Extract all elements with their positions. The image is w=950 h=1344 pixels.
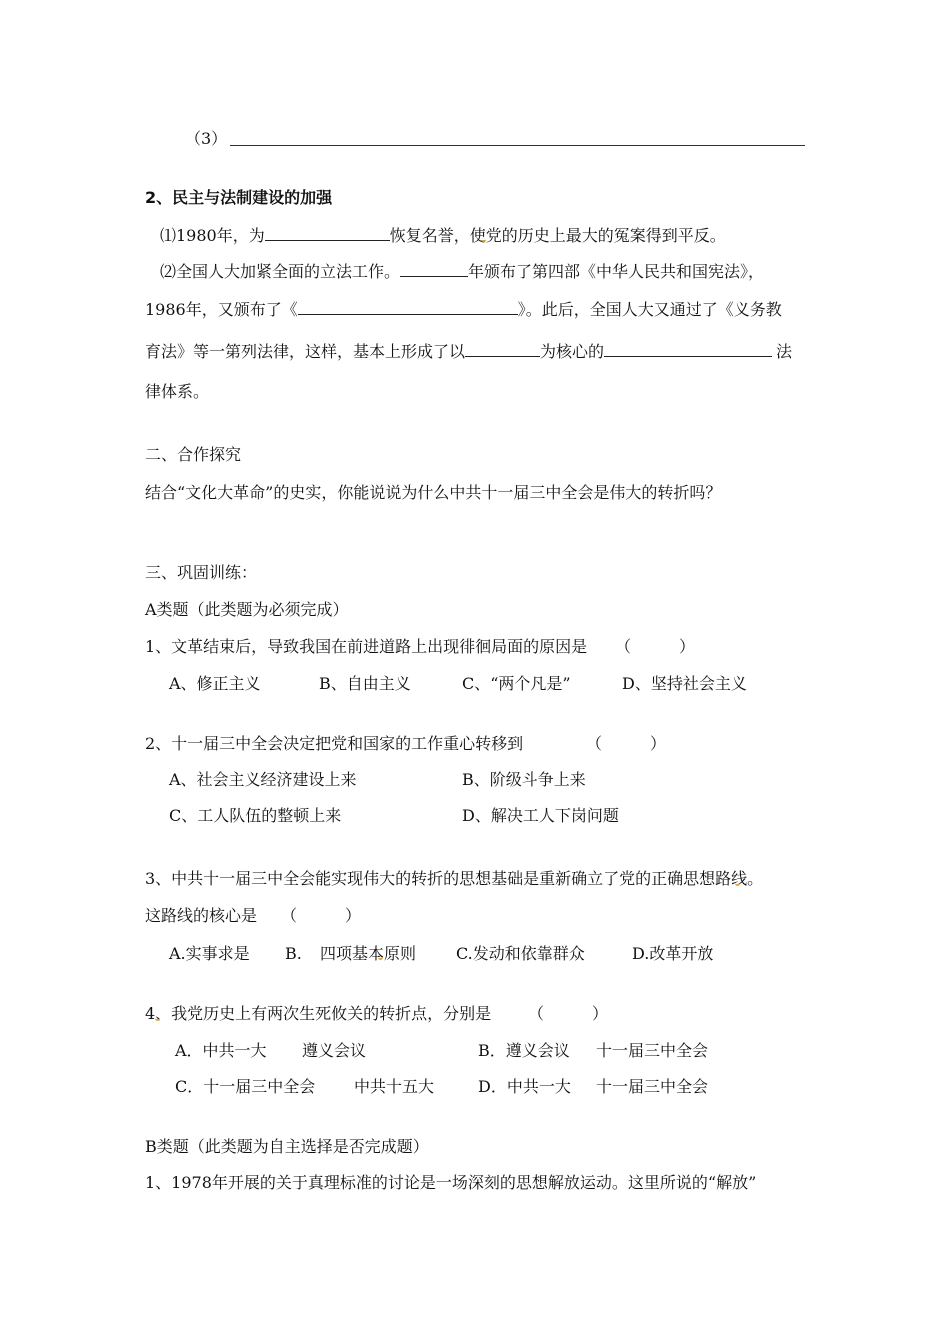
option-b[interactable]: B、自由主义: [319, 674, 411, 693]
paragraph-line: [160, 262, 764, 282]
option-d-second: 十一届三中全会: [596, 1077, 709, 1096]
text: 年颁布了第四部《中华人民共和国宪法》，: [468, 262, 765, 281]
answer-paren[interactable]: （ ）: [615, 637, 696, 656]
section-title: 二、合作探究: [145, 445, 242, 464]
option-c-second: 中共十五大: [354, 1077, 435, 1096]
option-d[interactable]: D、解决工人下岗问题: [462, 806, 619, 825]
section-title: 2、民主与法制建设的加强: [145, 188, 333, 207]
option-b[interactable]: 四项基本原则: [320, 944, 417, 963]
paragraph-line: [145, 300, 782, 320]
option-b-second: 十一届三中全会: [596, 1041, 709, 1060]
fill-blank[interactable]: [400, 262, 468, 277]
section-title: 三、巩固训练：: [145, 563, 258, 582]
question-stem: 2、十一届三中全会决定把党和国家的工作重心转移到: [145, 734, 524, 753]
question-stem: 4、我党历史上有两次生死攸关的转折点，分别是: [145, 1004, 492, 1023]
option-b[interactable]: B．遵义会议: [478, 1041, 570, 1060]
option-a[interactable]: A．中共一大: [175, 1041, 267, 1060]
fill-blank[interactable]: [265, 226, 390, 241]
option-a[interactable]: A.实事求是: [169, 944, 250, 963]
category-title: A类题（此类题为必须完成）: [145, 600, 349, 619]
question-stem: 3、中共十一届三中全会能实现伟大的转折的思想基础是重新确立了党的正确思想路线。: [145, 869, 764, 888]
question-stem: 这路线的核心是: [145, 906, 258, 925]
paragraph-line: 律体系。: [145, 382, 210, 401]
option-a[interactable]: A、社会主义经济建设上来: [169, 770, 357, 789]
fill-blank[interactable]: [465, 342, 540, 357]
annotation-mark: [155, 1016, 160, 1021]
text: 1986年，又颁布了《: [145, 300, 298, 319]
option-c[interactable]: C、“两个凡是”: [462, 674, 571, 693]
text: 》。此后，全国人大又通过了《义务教: [517, 300, 782, 319]
category-title: B类题（此类题为自主选择是否完成题）: [145, 1137, 429, 1156]
annotation-mark: [735, 881, 740, 886]
fill-blank[interactable]: [298, 300, 518, 315]
text: 育法》等一第列法律，这样，基本上形成了以: [145, 342, 466, 361]
option-d[interactable]: D、坚持社会主义: [622, 674, 747, 693]
question-text: 结合“文化大革命”的史实，你能说说为什么中共十一届三中全会是伟大的转折吗？: [145, 483, 722, 502]
text: ⑴1980年，为: [160, 226, 265, 245]
option-c[interactable]: C.发动和依靠群众: [456, 944, 585, 963]
text: ⑵全国人大加紧全面的立法工作。: [160, 262, 401, 281]
option-a[interactable]: A、修正主义: [169, 674, 261, 693]
annotation-mark: [378, 955, 383, 960]
answer-line: [230, 145, 805, 146]
paragraph-line: [145, 342, 792, 362]
text: 法: [776, 342, 793, 361]
option-a-second: 遵义会议: [302, 1041, 367, 1060]
option-c[interactable]: C．十一届三中全会: [175, 1077, 316, 1096]
text: 为核心的: [540, 342, 605, 361]
answer-paren[interactable]: （ ）: [586, 734, 667, 753]
answer-paren[interactable]: （ ）: [528, 1004, 609, 1023]
option-d[interactable]: D．中共一大: [478, 1077, 571, 1096]
fill-blank[interactable]: [604, 342, 772, 357]
option-b-label[interactable]: B.: [285, 944, 302, 963]
item-3-label: （3）: [185, 129, 228, 148]
option-d[interactable]: D.改革开放: [632, 944, 714, 963]
question-stem: 1、1978年开展的关于真理标准的讨论是一场深刻的思想解放运动。这里所说的“解放”: [145, 1173, 757, 1192]
question-stem: 1、文革结束后，导致我国在前进道路上出现徘徊局面的原因是: [145, 637, 588, 656]
option-c[interactable]: C、工人队伍的整顿上来: [169, 806, 342, 825]
answer-paren[interactable]: （ ）: [281, 906, 362, 925]
text: 恢复名誉，使党的历史上最大的冤案得到平反。: [389, 226, 726, 245]
paragraph-line: [160, 226, 726, 246]
annotation-mark: [481, 237, 486, 242]
option-b[interactable]: B、阶级斗争上来: [462, 770, 586, 789]
